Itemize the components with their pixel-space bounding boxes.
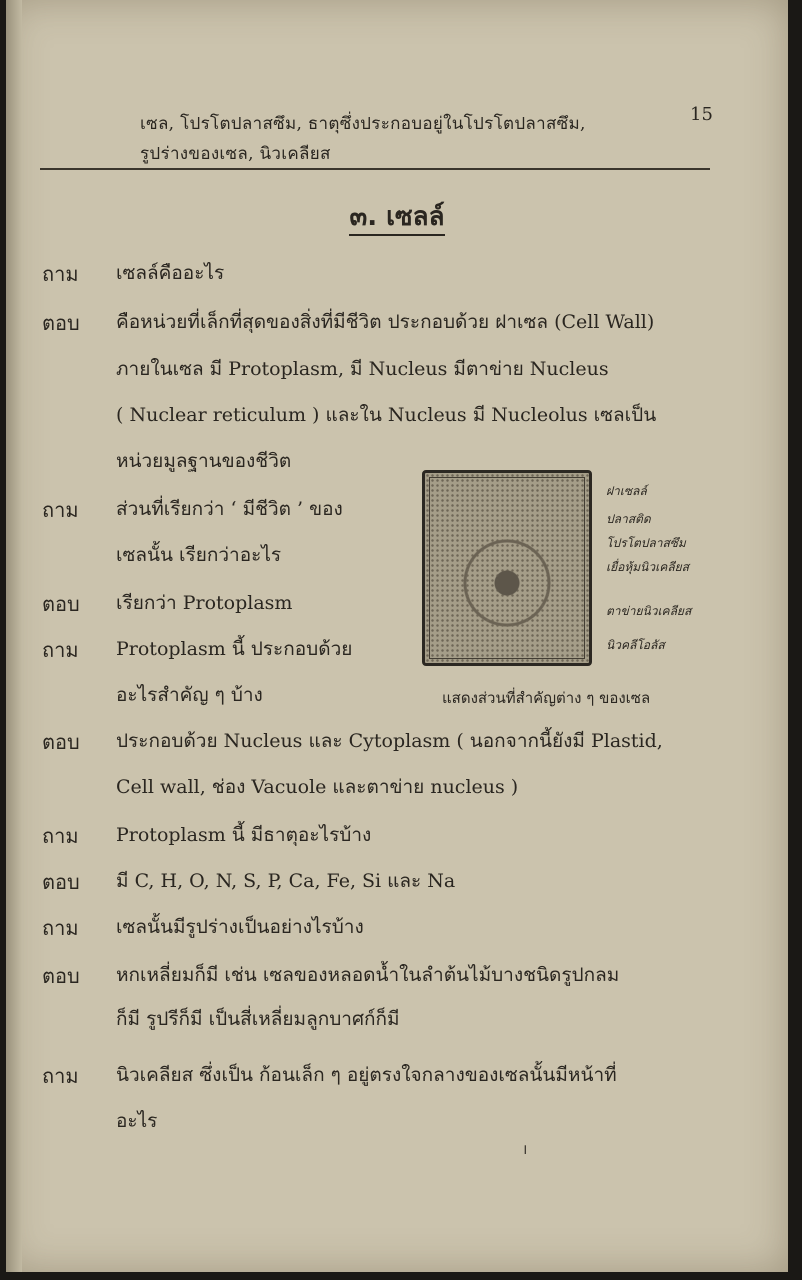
footer-mark: । xyxy=(522,1142,528,1158)
answer-text: ประกอบด้วย Nucleus และ Cytoplasm ( นอกจากนี้ยังมี Plastid, xyxy=(116,730,663,752)
question-label: ถาม xyxy=(42,498,79,522)
question-label: ถาม xyxy=(42,638,79,662)
cell-diagram xyxy=(422,470,592,666)
answer-text: ( Nuclear reticulum ) และใน Nucleus มี Nucleolus เซลเป็น xyxy=(116,404,657,426)
answer-text: หกเหลี่ยมก็มี เช่น เซลของหลอดน้ำในลำต้นไม้บางชนิดรูปกลม xyxy=(116,964,620,986)
diagram-caption: แสดงส่วนที่สำคัญต่าง ๆ ของเซล xyxy=(442,689,651,707)
cell-membrane xyxy=(429,477,585,659)
running-header-line-2: รูปร่างของเซล, นิวเคลียส xyxy=(140,144,331,164)
answer-label: ตอบ xyxy=(42,964,80,988)
diagram-label: ฝาเซลล์ xyxy=(606,484,647,498)
diagram-label: ปลาสติด xyxy=(606,512,651,526)
answer-text: เรียกว่า Protoplasm xyxy=(116,592,293,614)
answer-text: คือหน่วยที่เล็กที่สุดของสิ่งที่มีชีวิต ประกอบด้วย ฝาเซล (Cell Wall) xyxy=(116,311,655,333)
page-number: 15 xyxy=(690,104,713,125)
question-label: ถาม xyxy=(42,916,79,940)
answer-text: มี C, H, O, N, S, P, Ca, Fe, Si และ Na xyxy=(116,870,456,892)
question-text: เซลนั้น เรียกว่าอะไร xyxy=(116,544,282,566)
question-text: Protoplasm นี้ ประกอบด้วย xyxy=(116,638,353,660)
question-text: เซลนั้นมีรูปร่างเป็นอย่างไรบ้าง xyxy=(116,916,364,938)
diagram-label: เยื่อหุ้มนิวเคลียส xyxy=(606,560,689,574)
question-text: อะไร xyxy=(116,1110,158,1132)
question-text: เซลล์คืออะไร xyxy=(116,262,225,284)
answer-text: ภายในเซล มี Protoplasm, มี Nucleus มีตาข่าย Nucleus xyxy=(116,358,609,380)
answer-label: ตอบ xyxy=(42,311,80,335)
answer-text: หน่วยมูลฐานของชีวิต xyxy=(116,450,292,472)
question-text: Protoplasm นี้ มีธาตุอะไรบ้าง xyxy=(116,824,372,846)
diagram-label: โปรโตปลาสซึม xyxy=(606,536,686,550)
answer-text: ก็มี รูปรีก็มี เป็นสี่เหลี่ยมลูกบาศก์ก็มี xyxy=(116,1008,400,1030)
running-header-line-1: เซล, โปรโตปลาสซึม, ธาตุซึ่งประกอบอยู่ในโปรโตปลาสซึม, xyxy=(140,114,586,134)
page-fold xyxy=(6,0,22,1272)
book-page xyxy=(6,0,788,1272)
question-text: อะไรสำคัญ ๆ บ้าง xyxy=(116,684,263,706)
answer-label: ตอบ xyxy=(42,730,80,754)
answer-text: Cell wall, ช่อง Vacuole และตาข่าย nucleus ) xyxy=(116,776,519,798)
question-text: นิวเคลียส ซึ่งเป็น ก้อนเล็ก ๆ อยู่ตรงใจกลางของเซลนั้นมีหน้าที่ xyxy=(116,1064,617,1086)
header-rule xyxy=(40,168,710,170)
answer-label: ตอบ xyxy=(42,592,80,616)
answer-label: ตอบ xyxy=(42,870,80,894)
question-text: ส่วนที่เรียกว่า ‘ มีชีวิต ’ ของ xyxy=(116,498,343,520)
question-label: ถาม xyxy=(42,262,79,286)
diagram-label: นิวคลีโอลัส xyxy=(606,638,665,652)
chapter-title: ๓. เซลล์ xyxy=(6,196,788,237)
diagram-label: ตาข่ายนิวเคลียส xyxy=(606,604,692,618)
question-label: ถาม xyxy=(42,1064,79,1088)
question-label: ถาม xyxy=(42,824,79,848)
